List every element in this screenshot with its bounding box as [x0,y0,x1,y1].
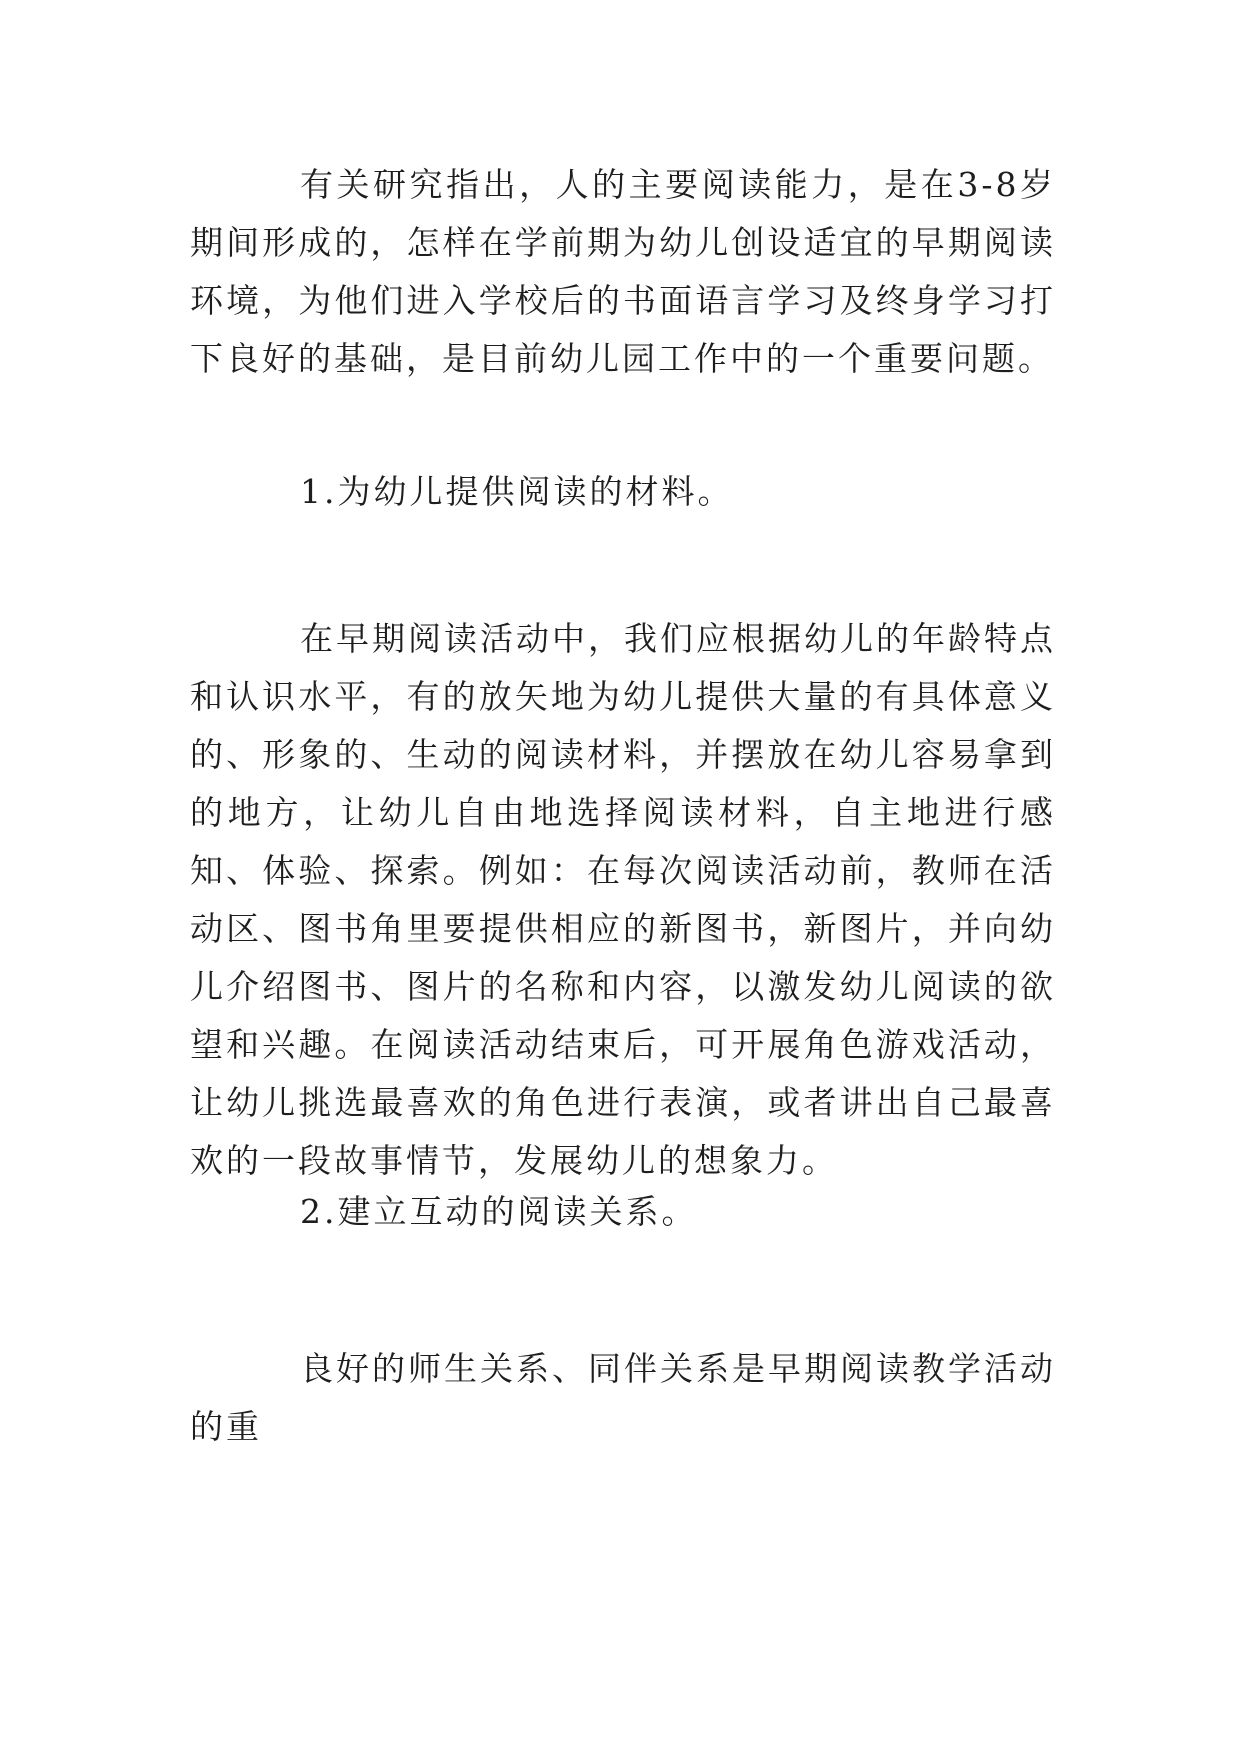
section-heading-1: 1.为幼儿提供阅读的材料。 [300,472,734,511]
paragraph-intro: 有关研究指出，人的主要阅读能力，是在3-8岁期间形成的，怎样在学前期为幼儿创设适宜的早期阅读环境，为他们进入学校后的书面语言学习及终身学习打下良好的基础，是目前幼儿园工作中的一个重要问题。 [190,165,1056,378]
paragraph-reading-materials: 在早期阅读活动中，我们应根据幼儿的年龄特点和认识水平，有的放矢地为幼儿提供大量的有具体意义的、形象的、生动的阅读材料，并摆放在幼儿容易拿到的地方，让幼儿自由地选择阅读材料，自主地进行感知、体验、探索。例如：在每次阅读活动前，教师在活动区、图书角里要提供相应的新图书，新图片，并向幼儿介绍图书、图片的名称和内容，以激发幼儿阅读的欲望和兴趣。在阅读活动结束后，可开展角色游戏活动，让幼儿挑选最喜欢的角色进行表演，或者讲出自己最喜欢的一段故事情节，发展幼儿的想象力。 [190,619,1056,1180]
paragraph-relationships: 良好的师生关系、同伴关系是早期阅读教学活动的重 [190,1349,1056,1446]
section-heading-2: 2.建立互动的阅读关系。 [300,1192,698,1231]
